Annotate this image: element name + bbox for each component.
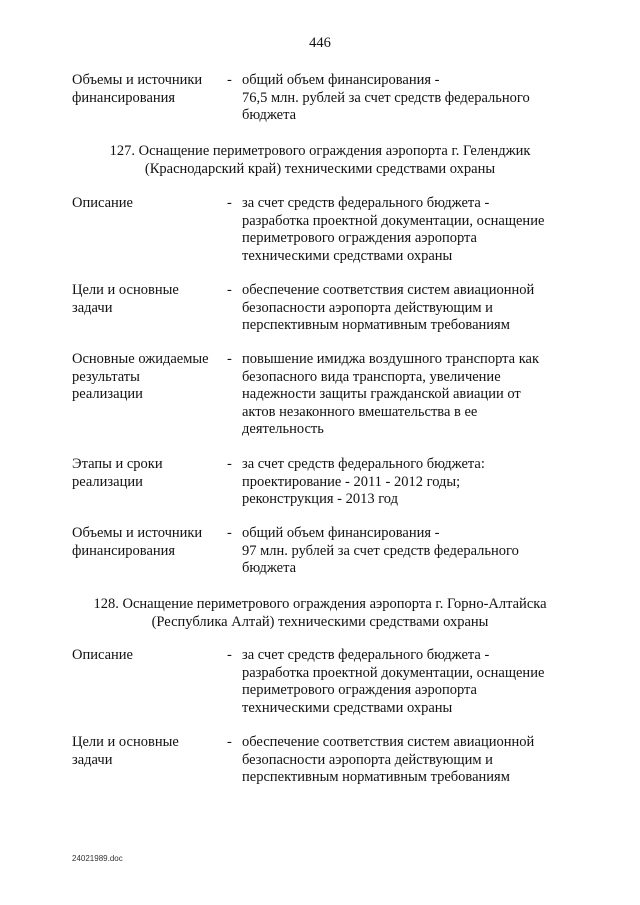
field-value: за счет средств федерального бюджета: проектирование - 2011 - 2012 годы; реконструкция - 2013 год [242,456,485,507]
field-label: Объемы и источники финансирования [72,72,203,106]
field-label: Описание [72,195,133,211]
field-value: общий объем финансирования - 76,5 млн. рублей за счет средств федерального бюджета [242,72,530,123]
field-value: повышение имиджа воздушного транспорта как безопасного вида транспорта, увеличение надежности защиты гражданской авиации от актов незаконного вмешательства в ее деятельность [242,351,540,437]
field-value: за счет средств федерального бюджета - разработка проектной документации, оснащение периметрового ограждения аэропорта техническими средствами охраны [242,195,545,264]
section-heading-128: 128. Оснащение периметрового ограждения аэропорта г. Горно-Алтайска (Республика Алтай) техническими средствами охраны [93,596,547,630]
field-value: общий объем финансирования - 97 млн. рублей за счет средств федерального бюджета [242,525,519,576]
dash-separator: - [227,647,232,663]
section-heading-127: 127. Оснащение периметрового ограждения аэропорта г. Геленджик (Краснодарский край) техническими средствами охраны [109,143,531,177]
field-value: за счет средств федерального бюджета - разработка проектной документации, оснащение периметрового ограждения аэропорта техническими средствами охраны [242,647,545,716]
field-label: Объемы и источники финансирования [72,525,203,559]
dash-separator: - [227,282,232,298]
dash-separator: - [227,456,232,472]
field-value: обеспечение соответствия систем авиационной безопасности аэропорта действующим и перспективным нормативным требованиям [242,734,535,785]
dash-separator: - [227,195,232,211]
field-label: Цели и основные задачи [72,734,179,768]
dash-separator: - [227,72,232,88]
field-label: Цели и основные задачи [72,282,179,316]
dash-separator: - [227,525,232,541]
dash-separator: - [227,351,232,367]
page-number: 446 [309,35,331,51]
field-value: обеспечение соответствия систем авиационной безопасности аэропорта действующим и перспективным нормативным требованиям [242,282,535,333]
field-label: Этапы и сроки реализации [72,456,163,490]
field-label: Описание [72,647,133,663]
dash-separator: - [227,734,232,750]
document-filename: 24021989.doc [72,854,123,863]
field-label: Основные ожидаемые результаты реализации [72,351,209,402]
